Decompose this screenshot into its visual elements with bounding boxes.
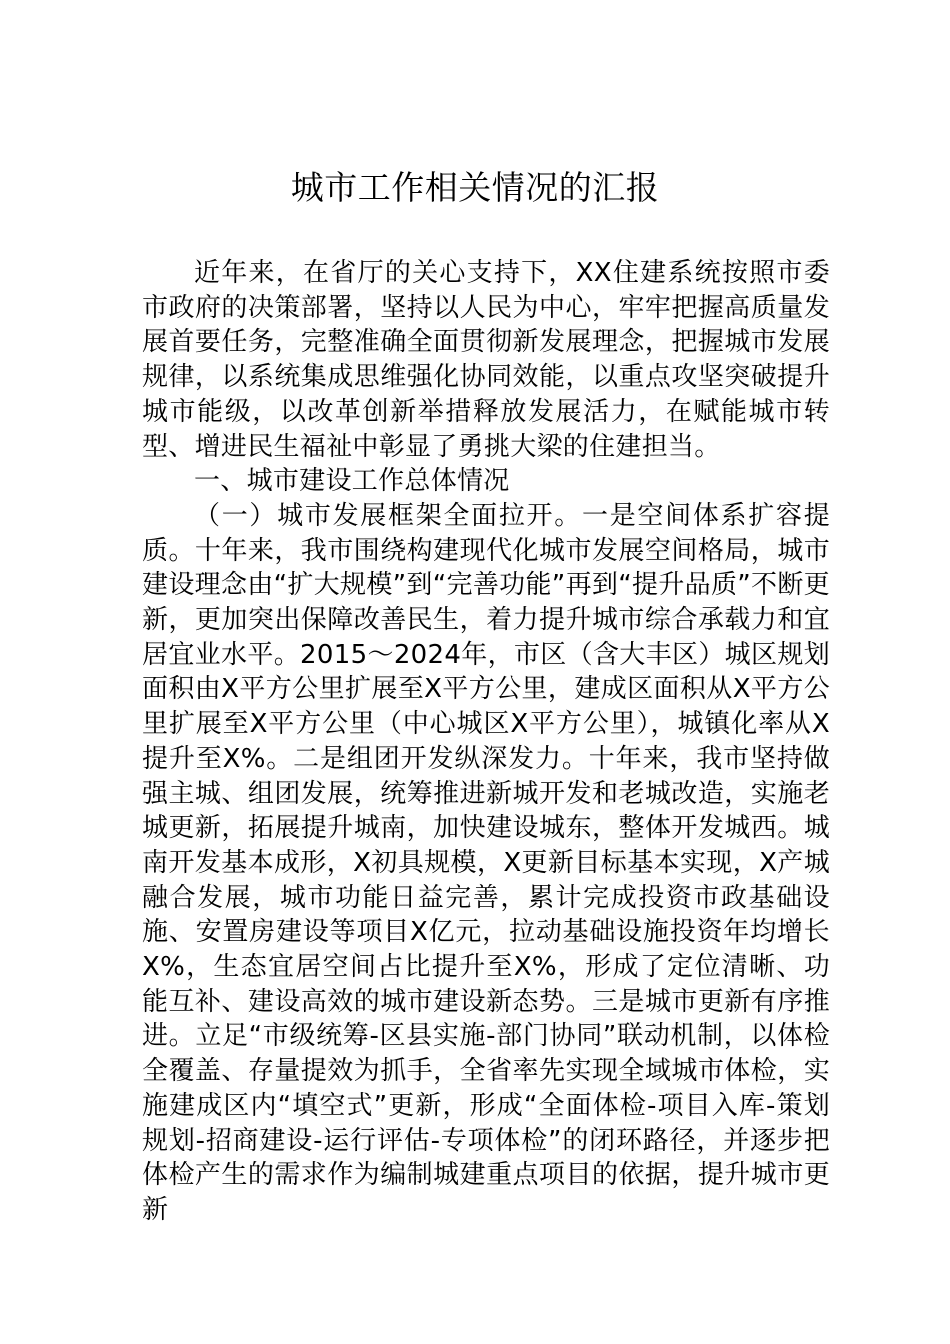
document-title: 城市工作相关情况的汇报 xyxy=(290,168,660,207)
document-body xyxy=(142,256,830,1228)
section-paragraph: （一）城市发展框架全面拉开。一是空间体系扩容提质。十年来，我市围绕构建现代化城市发展空间格局，城市建设理念由“扩大规模”到“完善功能”再到“提升品质”不断更新，更加突出保障改善民生，着力提升城市综合承载力和宜居宜业水平。2015～2024年，市区（含大丰区）城区规划面积由X平方公里扩展至X平方公里，建成区面积从X平方公里扩展至X平方公里（中心城区X平方公里），城镇化率从X提升至X%。二是组团开发纵深发力。十年来，我市坚持做强主城、组团发展，统筹推进新城开发和老城改造，实施老城更新，拓展提升城南，加快建设城东，整体开发城西。城南开发基本成形，X初具规模，X更新目标基本实现，X产城融合发展，城市功能日益完善，累计完成投资市政基础设施、安置房建设等项目X亿元，拉动基础设施投资年均增长X%，生态宜居空间占比提升至X%，形成了定位清晰、功能互补、建设高效的城市建设新态势。三是城市更新有序推进。立足“市级统筹-区县实施-部门协同”联动机制，以体检全覆盖、存量提效为抓手，全省率先实现全域城市体检，实施建成区内“填空式”更新，形成“全面体检-项目入库-策划规划-招商建设-运行评估-专项体检”的闭环路径，并逐步把体检产生的需求作为编制城建重点项目的依据，提升城市更新 xyxy=(142,500,830,1225)
section-heading: 一、城市建设工作总体情况 xyxy=(194,466,510,497)
intro-paragraph: 近年来，在省厅的关心支持下，XX住建系统按照市委市政府的决策部署，坚持以人民为中心，牢牢把握高质量发展首要任务，完整准确全面贯彻新发展理念，把握城市发展规律，以系统集成思维强化协同效能，以重点攻坚突破提升城市能级，以改革创新举措释放发展活力，在赋能城市转型、增进民生福祉中彰显了勇挑大梁的住建担当。 xyxy=(142,258,830,462)
